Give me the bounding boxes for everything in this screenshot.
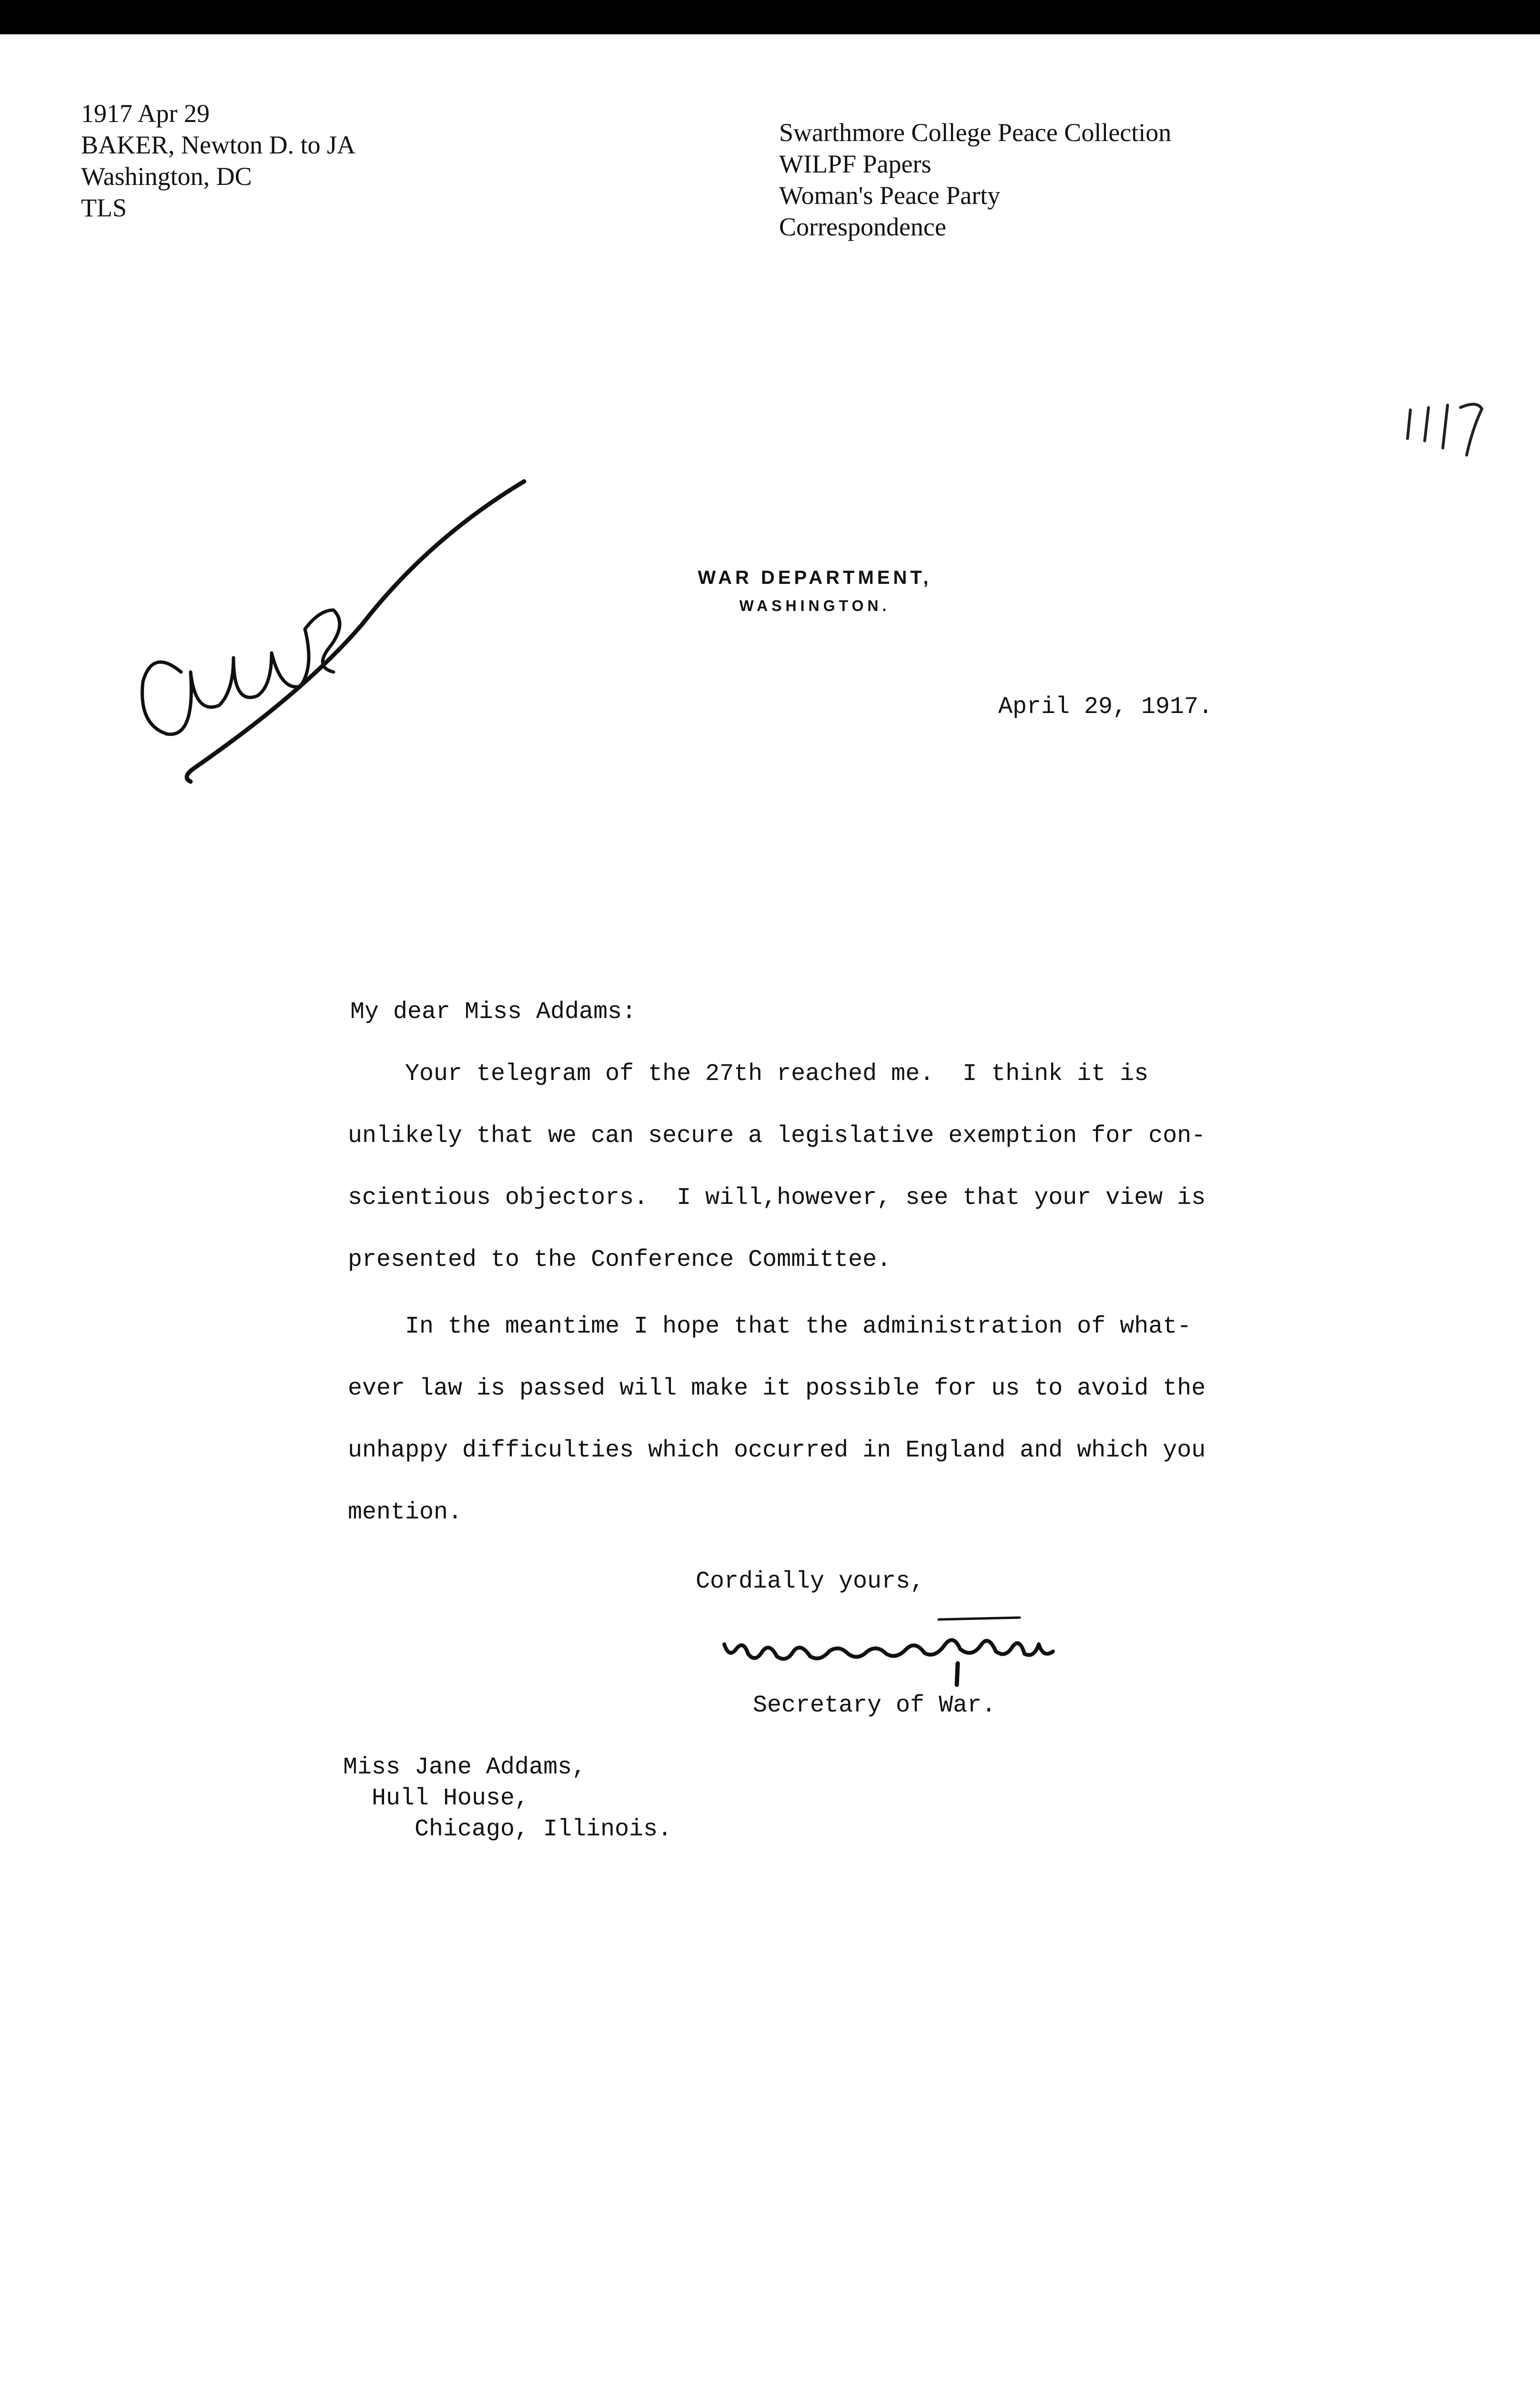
letter-body-line: unlikely that we can secure a legislative exemption for con- (348, 1122, 1206, 1150)
letter-salutation: My dear Miss Addams: (350, 998, 637, 1026)
archive-metadata-left (81, 98, 355, 224)
metadata-papers: WILPF Papers (779, 150, 932, 178)
scan-top-border (0, 0, 1540, 34)
letter-body-line: Your telegram of the 27th reached me. I think it is (348, 1060, 1149, 1088)
letter-closing: Cordially yours, (696, 1568, 925, 1595)
archive-metadata-right (779, 117, 1171, 243)
signature-title: Secretary of War. (753, 1692, 996, 1719)
metadata-type: TLS (81, 193, 127, 222)
recipient-city: Chicago, Illinois. (343, 1816, 672, 1843)
metadata-subseries: Correspondence (779, 213, 946, 241)
handwritten-corner-number (1401, 396, 1496, 462)
letter-body-line: scientious objectors. I will,however, see that your view is (348, 1184, 1206, 1212)
handwritten-initials-mark (124, 467, 553, 810)
letter-body-line: ever law is passed will make it possible for us to avoid the (348, 1375, 1206, 1402)
letterhead (658, 567, 972, 615)
letter-body-line: In the meantime I hope that the administration of what- (348, 1313, 1192, 1340)
letter-body-line: mention. (348, 1499, 463, 1526)
letter-body-line: presented to the Conference Committee. (348, 1246, 892, 1273)
letterhead-department: WAR DEPARTMENT, (698, 567, 932, 588)
metadata-place: Washington, DC (81, 162, 252, 191)
metadata-author: BAKER, Newton D. to JA (81, 131, 355, 159)
handwritten-signature (715, 1606, 1115, 1692)
recipient-address-line: Hull House, (343, 1785, 529, 1812)
letterhead-city: WASHINGTON. (739, 597, 891, 614)
letter-date: April 29, 1917. (998, 693, 1213, 721)
metadata-date: 1917 Apr 29 (81, 99, 210, 128)
recipient-name: Miss Jane Addams, (343, 1754, 587, 1781)
metadata-series: Woman's Peace Party (779, 181, 1001, 210)
metadata-collection: Swarthmore College Peace Collection (779, 118, 1172, 147)
letter-body-line: unhappy difficulties which occurred in England and which you (348, 1437, 1206, 1464)
